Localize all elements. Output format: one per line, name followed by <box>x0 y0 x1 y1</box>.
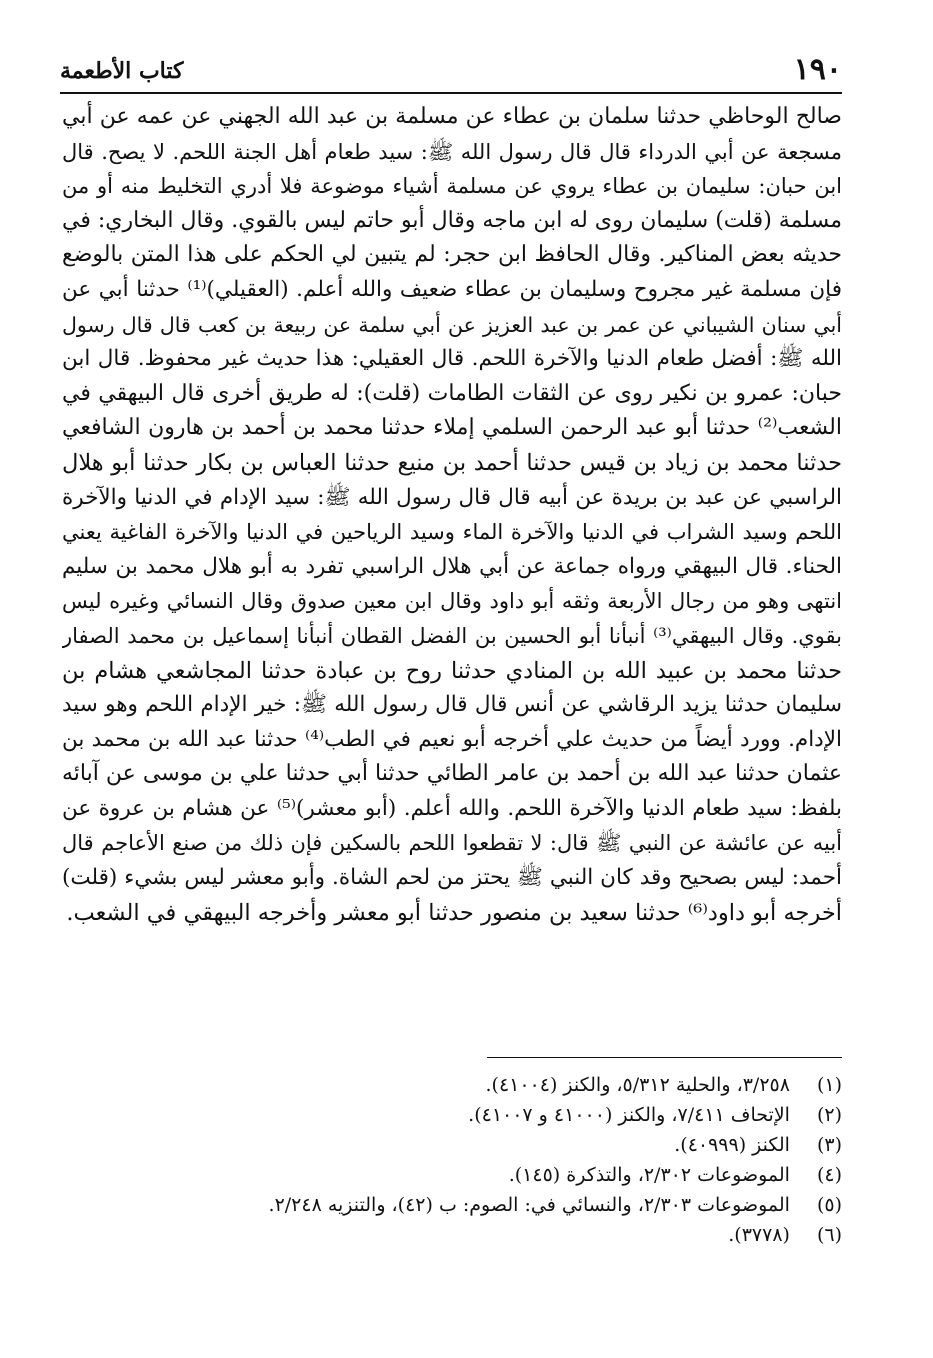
body-line: أبي سنان الشيباني عن عمر بن عبد العزيز عن أبي سلمة عن ربيعة بن كعب قال قال رسول <box>62 312 842 337</box>
footnote-text: الكنز (٤٠٩٩٩). <box>674 1134 790 1156</box>
body-line: سليمان حدثنا يزيد الرقاشي عن أنس قال قال رسول الله ﷺ: خير الإدام اللحم وهو سيد <box>62 692 842 718</box>
body-line: حبان: عمرو بن نكير روى عن الثقات الطامات (قلت): له طريق أخرى قال البيهقي في <box>62 380 842 406</box>
body-line: حديثه بعض المناكير. وقال الحافظ ابن حجر: لم يتبين لي الحكم على هذا المتن بالوضع <box>62 242 842 268</box>
footnotes <box>160 1070 842 1250</box>
body-line: الله ﷺ: أفضل طعام الدنيا والآخرة اللحم. قال العقيلي: هذا حديث غير محفوظ. قال ابن <box>62 346 842 372</box>
footnote-number: (٦) <box>816 1224 842 1246</box>
body-line: ابن حبان: سليمان بن عطاء يروي عن مسلمة أشياء موضوعة فلا أدري التخليط منه أو من <box>62 174 842 199</box>
body-line: حدثنا محمد بن عبيد الله بن المنادي حدثنا روح بن عبادة حدثنا المجاشعي هشام بن <box>62 657 842 684</box>
footnote-text: ٣/٢٥٨، والحلية ٥/٣١٢، والكنز (٤١٠٠٤). <box>485 1074 790 1096</box>
body-line: أحمد: ليس بصحيح وقد كان النبي ﷺ يحتز من لحم الشاة. وأبو معشر ليس بشيء (قلت) <box>62 865 842 891</box>
body-line: أخرجه أبو داود⁽⁶⁾ حدثنا سعيد بن منصور حدثنا أبو معشر وأخرجه البيهقي في الشعب. <box>66 899 842 926</box>
body-line: أبيه عن عائشة عن النبي ﷺ قال: لا تقطعوا اللحم بالسكين فإن ذلك من صنع الأعاجم قال <box>62 831 842 856</box>
footnote <box>160 1070 842 1100</box>
footnote-text: (٣٧٧٨). <box>728 1224 790 1246</box>
footnote <box>160 1130 842 1160</box>
body-line: مسلمة (قلت) سليمان روى له ابن ماجه وقال أبو حاتم ليس بالقوي. وقال البخاري: في <box>62 207 842 233</box>
footnote <box>160 1100 842 1130</box>
body-line: مسجعة عن أبي الدرداء قال قال رسول الله ﷺ: سيد طعام أهل الجنة اللحم. لا يصح. قال <box>62 139 842 164</box>
body-line: حدثنا محمد بن زياد بن قيس حدثنا أحمد بن منيع حدثنا العباس بن بكار حدثنا أبو هلال <box>62 449 842 476</box>
footnote-text: الإتحاف ٧/٤١١، والكنز (٤١٠٠٠ و ٤١٠٠٧). <box>468 1104 790 1126</box>
body-line: فإن مسلمة غير مجروح وسليمان بن عطاء ضعيف والله أعلم. (العقيلي)⁽¹⁾ حدثنا أبي عن <box>62 276 842 302</box>
page-header <box>60 52 842 92</box>
header-rule <box>60 92 842 94</box>
body-line: الشعب⁽²⁾ حدثنا أبو عبد الرحمن السلمي إملاء حدثنا محمد بن أحمد بن هارون الشافعي <box>62 415 842 441</box>
footnote-text: الموضوعات ٢/٣٠٢، والتذكرة (١٤٥). <box>508 1164 790 1186</box>
footnote <box>160 1220 842 1250</box>
footnote <box>160 1190 842 1220</box>
footnote-number: (٢) <box>816 1104 842 1126</box>
body-line: الراسبي عن عبد بن بريدة عن أبيه قال قال رسول الله ﷺ: سيد الإدام في الدنيا والآخرة <box>62 484 842 510</box>
footnote-number: (٤) <box>816 1164 842 1186</box>
body-line: عثمان حدثنا عبد الله بن أحمد بن عامر الطائي حدثنا أبي حدثنا علي بن موسى عن آبائه <box>62 761 842 787</box>
body-line: انتهى وهو من رجال الأربعة وثقه أبو داود وقال ابن معين صدوق وقال النسائي وغيره ليس <box>62 589 842 614</box>
footnote-text: الموضوعات ٢/٣٠٣، والنسائي في: الصوم: ب (٤٢)، والتنزيه ٢/٢٤٨. <box>268 1194 790 1216</box>
footnote-number: (١) <box>816 1074 842 1096</box>
body-line: بلفظ: سيد طعام الدنيا والآخرة اللحم. والله أعلم. (أبو معشر)⁽⁵⁾ عن هشام بن عروة عن <box>62 795 842 821</box>
footnote-rule <box>487 1057 842 1058</box>
body-line: بقوي. وقال البيهقي⁽³⁾ أنبأنا أبو الحسين بن الفضل القطان أنبأنا إسماعيل بن محمد الصفار <box>62 623 842 648</box>
body-line: صالح الوحاظي حدثنا سلمان بن عطاء عن مسلمة بن عبد الله الجهني عن عمه عن أبي <box>62 104 842 129</box>
body-text <box>62 100 842 930</box>
page-number: ١٩٠ <box>793 52 842 87</box>
body-line: الإدام. وورد أيضاً من حديث علي أخرجه أبو نعيم في الطب⁽⁴⁾ حدثنا عبد الله بن محمد بن <box>62 726 842 752</box>
footnote-number: (٥) <box>816 1194 842 1216</box>
footnote-number: (٣) <box>816 1134 842 1156</box>
footnote <box>160 1160 842 1190</box>
body-line: الحناء. قال البيهقي ورواه جماعة عن أبي هلال الراسبي تفرد به أبو هلال محمد بن سليم <box>62 553 842 579</box>
body-line: اللحم وسيد الشراب في الدنيا والآخرة الماء وسيد الرياحين في الدنيا والآخرة الفاغية يعني <box>62 520 842 545</box>
running-head: كتاب الأطعمة <box>60 58 184 84</box>
